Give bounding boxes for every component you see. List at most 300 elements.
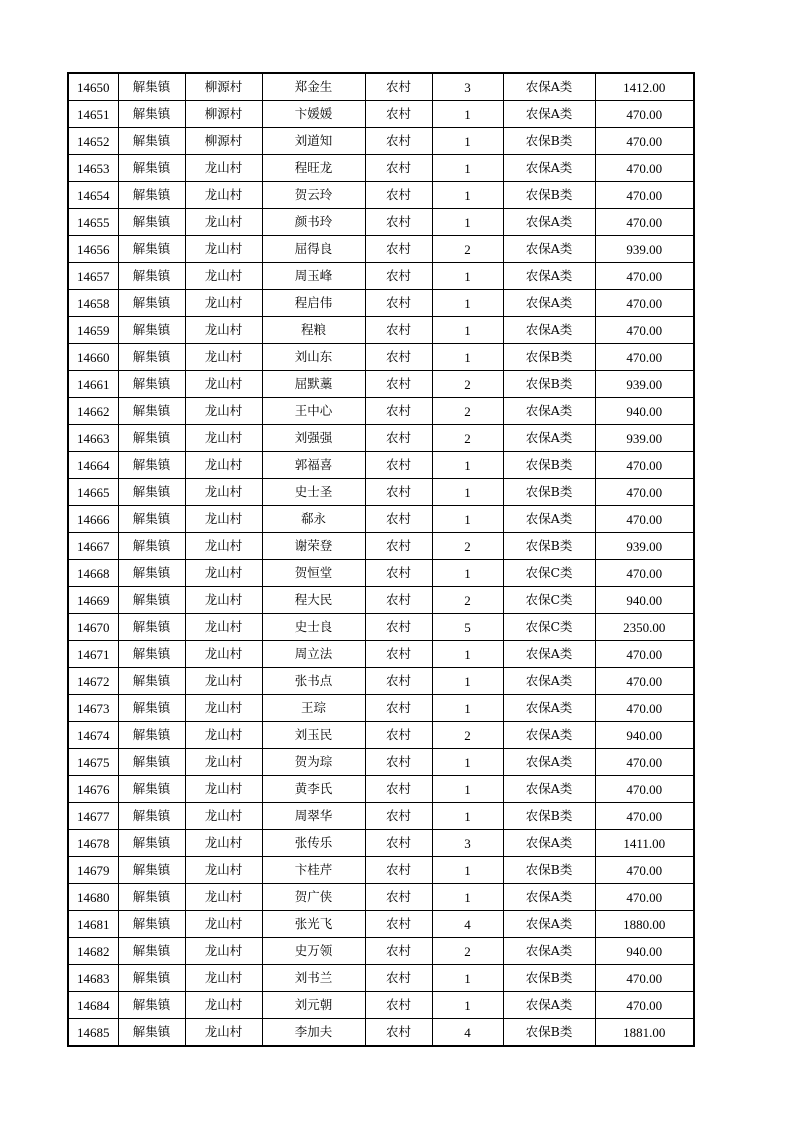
table-row xyxy=(68,749,694,776)
member-count-cell: 2 xyxy=(432,371,503,398)
residence-type-cell: 农村 xyxy=(365,587,432,614)
person-name-cell: 贺为琮 xyxy=(262,749,365,776)
person-name-cell: 王琮 xyxy=(262,695,365,722)
person-name-cell: 颜书玲 xyxy=(262,209,365,236)
village-cell: 龙山村 xyxy=(185,209,262,236)
insurance-category-cell: 农保A类 xyxy=(503,830,595,857)
town-cell: 解集镇 xyxy=(118,884,185,911)
person-name-cell: 谢荣登 xyxy=(262,533,365,560)
person-name-cell: 史士圣 xyxy=(262,479,365,506)
member-count-cell: 1 xyxy=(432,128,503,155)
table-row xyxy=(68,209,694,236)
member-count-cell: 5 xyxy=(432,614,503,641)
table-row xyxy=(68,884,694,911)
record-id-cell: 14666 xyxy=(68,506,118,533)
person-name-cell: 程粮 xyxy=(262,317,365,344)
person-name-cell: 程启伟 xyxy=(262,290,365,317)
table-row xyxy=(68,398,694,425)
table-row xyxy=(68,695,694,722)
member-count-cell: 1 xyxy=(432,749,503,776)
table-row xyxy=(68,803,694,830)
town-cell: 解集镇 xyxy=(118,614,185,641)
village-cell: 龙山村 xyxy=(185,1019,262,1047)
record-id-cell: 14659 xyxy=(68,317,118,344)
residence-type-cell: 农村 xyxy=(365,749,432,776)
amount-cell: 470.00 xyxy=(595,668,694,695)
person-name-cell: 刘强强 xyxy=(262,425,365,452)
table-row xyxy=(68,425,694,452)
person-name-cell: 贺广侠 xyxy=(262,884,365,911)
member-count-cell: 1 xyxy=(432,317,503,344)
table-row xyxy=(68,992,694,1019)
residence-type-cell: 农村 xyxy=(365,884,432,911)
member-count-cell: 2 xyxy=(432,425,503,452)
residence-type-cell: 农村 xyxy=(365,722,432,749)
table-row xyxy=(68,128,694,155)
record-id-cell: 14680 xyxy=(68,884,118,911)
person-name-cell: 程大民 xyxy=(262,587,365,614)
village-cell: 柳源村 xyxy=(185,101,262,128)
insurance-category-cell: 农保B类 xyxy=(503,803,595,830)
insurance-category-cell: 农保B类 xyxy=(503,965,595,992)
residence-type-cell: 农村 xyxy=(365,992,432,1019)
amount-cell: 470.00 xyxy=(595,803,694,830)
record-id-cell: 14670 xyxy=(68,614,118,641)
member-count-cell: 2 xyxy=(432,722,503,749)
residence-type-cell: 农村 xyxy=(365,1019,432,1047)
insurance-category-cell: 农保B类 xyxy=(503,371,595,398)
village-cell: 龙山村 xyxy=(185,830,262,857)
amount-cell: 939.00 xyxy=(595,425,694,452)
amount-cell: 940.00 xyxy=(595,587,694,614)
member-count-cell: 1 xyxy=(432,560,503,587)
insurance-category-cell: 农保A类 xyxy=(503,101,595,128)
table-row xyxy=(68,479,694,506)
record-id-cell: 14678 xyxy=(68,830,118,857)
insurance-category-cell: 农保B类 xyxy=(503,344,595,371)
table-row xyxy=(68,182,694,209)
village-cell: 龙山村 xyxy=(185,587,262,614)
record-id-cell: 14681 xyxy=(68,911,118,938)
residence-type-cell: 农村 xyxy=(365,830,432,857)
insurance-category-cell: 农保A类 xyxy=(503,749,595,776)
village-cell: 龙山村 xyxy=(185,614,262,641)
town-cell: 解集镇 xyxy=(118,911,185,938)
insurance-category-cell: 农保A类 xyxy=(503,884,595,911)
residence-type-cell: 农村 xyxy=(365,209,432,236)
member-count-cell: 3 xyxy=(432,830,503,857)
residence-type-cell: 农村 xyxy=(365,236,432,263)
person-name-cell: 郑金生 xyxy=(262,73,365,101)
amount-cell: 939.00 xyxy=(595,371,694,398)
table-row xyxy=(68,101,694,128)
insurance-category-cell: 农保A类 xyxy=(503,776,595,803)
amount-cell: 470.00 xyxy=(595,101,694,128)
insurance-category-cell: 农保A类 xyxy=(503,155,595,182)
insurance-category-cell: 农保A类 xyxy=(503,641,595,668)
amount-cell: 470.00 xyxy=(595,452,694,479)
member-count-cell: 1 xyxy=(432,668,503,695)
insurance-category-cell: 农保B类 xyxy=(503,533,595,560)
record-id-cell: 14682 xyxy=(68,938,118,965)
person-name-cell: 王中心 xyxy=(262,398,365,425)
town-cell: 解集镇 xyxy=(118,749,185,776)
amount-cell: 939.00 xyxy=(595,533,694,560)
residence-type-cell: 农村 xyxy=(365,938,432,965)
person-name-cell: 黄李氏 xyxy=(262,776,365,803)
table-row xyxy=(68,668,694,695)
insurance-category-cell: 农保A类 xyxy=(503,398,595,425)
table-row xyxy=(68,533,694,560)
town-cell: 解集镇 xyxy=(118,236,185,263)
person-name-cell: 郭福喜 xyxy=(262,452,365,479)
village-cell: 龙山村 xyxy=(185,938,262,965)
village-cell: 龙山村 xyxy=(185,560,262,587)
table-row xyxy=(68,641,694,668)
person-name-cell: 程旺龙 xyxy=(262,155,365,182)
person-name-cell: 贺恒堂 xyxy=(262,560,365,587)
town-cell: 解集镇 xyxy=(118,317,185,344)
residence-type-cell: 农村 xyxy=(365,560,432,587)
record-id-cell: 14658 xyxy=(68,290,118,317)
person-name-cell: 卞桂芹 xyxy=(262,857,365,884)
person-name-cell: 张传乐 xyxy=(262,830,365,857)
insurance-category-cell: 农保A类 xyxy=(503,236,595,263)
town-cell: 解集镇 xyxy=(118,965,185,992)
amount-cell: 940.00 xyxy=(595,398,694,425)
table-row xyxy=(68,73,694,101)
table-row xyxy=(68,236,694,263)
residence-type-cell: 农村 xyxy=(365,155,432,182)
amount-cell: 470.00 xyxy=(595,209,694,236)
amount-cell: 470.00 xyxy=(595,128,694,155)
record-id-cell: 14655 xyxy=(68,209,118,236)
person-name-cell: 周玉峰 xyxy=(262,263,365,290)
amount-cell: 940.00 xyxy=(595,938,694,965)
record-id-cell: 14664 xyxy=(68,452,118,479)
member-count-cell: 1 xyxy=(432,803,503,830)
record-id-cell: 14685 xyxy=(68,1019,118,1047)
insurance-category-cell: 农保B类 xyxy=(503,1019,595,1047)
record-id-cell: 14653 xyxy=(68,155,118,182)
insurance-category-cell: 农保C类 xyxy=(503,614,595,641)
village-cell: 龙山村 xyxy=(185,641,262,668)
town-cell: 解集镇 xyxy=(118,641,185,668)
residence-type-cell: 农村 xyxy=(365,911,432,938)
member-count-cell: 1 xyxy=(432,479,503,506)
insurance-category-cell: 农保A类 xyxy=(503,938,595,965)
residence-type-cell: 农村 xyxy=(365,479,432,506)
table-row xyxy=(68,452,694,479)
record-id-cell: 14654 xyxy=(68,182,118,209)
table-row xyxy=(68,506,694,533)
member-count-cell: 2 xyxy=(432,398,503,425)
record-id-cell: 14651 xyxy=(68,101,118,128)
amount-cell: 940.00 xyxy=(595,722,694,749)
village-cell: 龙山村 xyxy=(185,479,262,506)
residence-type-cell: 农村 xyxy=(365,371,432,398)
village-cell: 龙山村 xyxy=(185,992,262,1019)
table-row xyxy=(68,263,694,290)
town-cell: 解集镇 xyxy=(118,803,185,830)
person-name-cell: 史万领 xyxy=(262,938,365,965)
village-cell: 龙山村 xyxy=(185,749,262,776)
amount-cell: 470.00 xyxy=(595,560,694,587)
amount-cell: 939.00 xyxy=(595,236,694,263)
town-cell: 解集镇 xyxy=(118,722,185,749)
roster-body xyxy=(68,73,694,1046)
record-id-cell: 14663 xyxy=(68,425,118,452)
table-row xyxy=(68,587,694,614)
member-count-cell: 4 xyxy=(432,911,503,938)
member-count-cell: 1 xyxy=(432,290,503,317)
member-count-cell: 1 xyxy=(432,884,503,911)
roster-table xyxy=(67,72,695,1047)
town-cell: 解集镇 xyxy=(118,479,185,506)
town-cell: 解集镇 xyxy=(118,533,185,560)
member-count-cell: 1 xyxy=(432,155,503,182)
table-row xyxy=(68,614,694,641)
table-row xyxy=(68,830,694,857)
record-id-cell: 14668 xyxy=(68,560,118,587)
person-name-cell: 贺云玲 xyxy=(262,182,365,209)
insurance-category-cell: 农保B类 xyxy=(503,857,595,884)
table-row xyxy=(68,344,694,371)
member-count-cell: 1 xyxy=(432,344,503,371)
insurance-category-cell: 农保A类 xyxy=(503,695,595,722)
village-cell: 龙山村 xyxy=(185,965,262,992)
member-count-cell: 2 xyxy=(432,938,503,965)
insurance-category-cell: 农保A类 xyxy=(503,992,595,1019)
town-cell: 解集镇 xyxy=(118,1019,185,1047)
amount-cell: 470.00 xyxy=(595,695,694,722)
residence-type-cell: 农村 xyxy=(365,452,432,479)
record-id-cell: 14673 xyxy=(68,695,118,722)
town-cell: 解集镇 xyxy=(118,506,185,533)
residence-type-cell: 农村 xyxy=(365,857,432,884)
residence-type-cell: 农村 xyxy=(365,290,432,317)
member-count-cell: 1 xyxy=(432,857,503,884)
amount-cell: 470.00 xyxy=(595,749,694,776)
record-id-cell: 14675 xyxy=(68,749,118,776)
amount-cell: 470.00 xyxy=(595,263,694,290)
insurance-category-cell: 农保A类 xyxy=(503,317,595,344)
person-name-cell: 刘道知 xyxy=(262,128,365,155)
amount-cell: 470.00 xyxy=(595,857,694,884)
person-name-cell: 郗永 xyxy=(262,506,365,533)
residence-type-cell: 农村 xyxy=(365,317,432,344)
person-name-cell: 屈得良 xyxy=(262,236,365,263)
record-id-cell: 14674 xyxy=(68,722,118,749)
person-name-cell: 李加夫 xyxy=(262,1019,365,1047)
amount-cell: 470.00 xyxy=(595,992,694,1019)
village-cell: 龙山村 xyxy=(185,290,262,317)
residence-type-cell: 农村 xyxy=(365,803,432,830)
member-count-cell: 1 xyxy=(432,182,503,209)
insurance-category-cell: 农保B类 xyxy=(503,452,595,479)
town-cell: 解集镇 xyxy=(118,452,185,479)
village-cell: 龙山村 xyxy=(185,911,262,938)
record-id-cell: 14657 xyxy=(68,263,118,290)
village-cell: 龙山村 xyxy=(185,506,262,533)
village-cell: 龙山村 xyxy=(185,776,262,803)
person-name-cell: 刘玉民 xyxy=(262,722,365,749)
residence-type-cell: 农村 xyxy=(365,425,432,452)
member-count-cell: 4 xyxy=(432,1019,503,1047)
amount-cell: 2350.00 xyxy=(595,614,694,641)
table-row xyxy=(68,155,694,182)
village-cell: 龙山村 xyxy=(185,722,262,749)
member-count-cell: 1 xyxy=(432,263,503,290)
amount-cell: 470.00 xyxy=(595,344,694,371)
record-id-cell: 14669 xyxy=(68,587,118,614)
village-cell: 龙山村 xyxy=(185,263,262,290)
record-id-cell: 14679 xyxy=(68,857,118,884)
table-row xyxy=(68,1019,694,1047)
residence-type-cell: 农村 xyxy=(365,506,432,533)
person-name-cell: 张光飞 xyxy=(262,911,365,938)
town-cell: 解集镇 xyxy=(118,560,185,587)
table-row xyxy=(68,857,694,884)
town-cell: 解集镇 xyxy=(118,938,185,965)
member-count-cell: 2 xyxy=(432,533,503,560)
residence-type-cell: 农村 xyxy=(365,965,432,992)
residence-type-cell: 农村 xyxy=(365,614,432,641)
table-row xyxy=(68,560,694,587)
amount-cell: 470.00 xyxy=(595,290,694,317)
town-cell: 解集镇 xyxy=(118,857,185,884)
member-count-cell: 1 xyxy=(432,452,503,479)
person-name-cell: 刘书兰 xyxy=(262,965,365,992)
residence-type-cell: 农村 xyxy=(365,776,432,803)
record-id-cell: 14683 xyxy=(68,965,118,992)
record-id-cell: 14665 xyxy=(68,479,118,506)
amount-cell: 470.00 xyxy=(595,479,694,506)
record-id-cell: 14672 xyxy=(68,668,118,695)
member-count-cell: 2 xyxy=(432,236,503,263)
record-id-cell: 14676 xyxy=(68,776,118,803)
town-cell: 解集镇 xyxy=(118,776,185,803)
amount-cell: 470.00 xyxy=(595,317,694,344)
village-cell: 龙山村 xyxy=(185,236,262,263)
record-id-cell: 14650 xyxy=(68,73,118,101)
amount-cell: 470.00 xyxy=(595,506,694,533)
amount-cell: 470.00 xyxy=(595,965,694,992)
town-cell: 解集镇 xyxy=(118,73,185,101)
table-row xyxy=(68,776,694,803)
record-id-cell: 14677 xyxy=(68,803,118,830)
person-name-cell: 刘山东 xyxy=(262,344,365,371)
member-count-cell: 1 xyxy=(432,965,503,992)
person-name-cell: 周翠华 xyxy=(262,803,365,830)
village-cell: 龙山村 xyxy=(185,533,262,560)
record-id-cell: 14662 xyxy=(68,398,118,425)
member-count-cell: 1 xyxy=(432,641,503,668)
insurance-category-cell: 农保A类 xyxy=(503,290,595,317)
table-row xyxy=(68,938,694,965)
town-cell: 解集镇 xyxy=(118,695,185,722)
village-cell: 龙山村 xyxy=(185,371,262,398)
insurance-category-cell: 农保B类 xyxy=(503,182,595,209)
town-cell: 解集镇 xyxy=(118,425,185,452)
town-cell: 解集镇 xyxy=(118,992,185,1019)
record-id-cell: 14671 xyxy=(68,641,118,668)
village-cell: 龙山村 xyxy=(185,155,262,182)
amount-cell: 1412.00 xyxy=(595,73,694,101)
record-id-cell: 14652 xyxy=(68,128,118,155)
member-count-cell: 1 xyxy=(432,101,503,128)
town-cell: 解集镇 xyxy=(118,830,185,857)
amount-cell: 470.00 xyxy=(595,641,694,668)
record-id-cell: 14684 xyxy=(68,992,118,1019)
residence-type-cell: 农村 xyxy=(365,695,432,722)
village-cell: 柳源村 xyxy=(185,73,262,101)
insurance-category-cell: 农保A类 xyxy=(503,506,595,533)
town-cell: 解集镇 xyxy=(118,290,185,317)
insurance-category-cell: 农保A类 xyxy=(503,668,595,695)
table-row xyxy=(68,317,694,344)
town-cell: 解集镇 xyxy=(118,398,185,425)
town-cell: 解集镇 xyxy=(118,668,185,695)
residence-type-cell: 农村 xyxy=(365,398,432,425)
village-cell: 龙山村 xyxy=(185,425,262,452)
town-cell: 解集镇 xyxy=(118,371,185,398)
record-id-cell: 14661 xyxy=(68,371,118,398)
amount-cell: 470.00 xyxy=(595,155,694,182)
person-name-cell: 史士良 xyxy=(262,614,365,641)
member-count-cell: 3 xyxy=(432,73,503,101)
town-cell: 解集镇 xyxy=(118,128,185,155)
insurance-category-cell: 农保A类 xyxy=(503,911,595,938)
village-cell: 龙山村 xyxy=(185,803,262,830)
record-id-cell: 14656 xyxy=(68,236,118,263)
person-name-cell: 屈默藁 xyxy=(262,371,365,398)
insurance-category-cell: 农保B类 xyxy=(503,128,595,155)
table-row xyxy=(68,290,694,317)
town-cell: 解集镇 xyxy=(118,209,185,236)
residence-type-cell: 农村 xyxy=(365,668,432,695)
village-cell: 龙山村 xyxy=(185,668,262,695)
town-cell: 解集镇 xyxy=(118,182,185,209)
village-cell: 柳源村 xyxy=(185,128,262,155)
village-cell: 龙山村 xyxy=(185,452,262,479)
record-id-cell: 14667 xyxy=(68,533,118,560)
person-name-cell: 周立法 xyxy=(262,641,365,668)
insurance-category-cell: 农保A类 xyxy=(503,73,595,101)
village-cell: 龙山村 xyxy=(185,398,262,425)
insurance-category-cell: 农保A类 xyxy=(503,722,595,749)
amount-cell: 470.00 xyxy=(595,884,694,911)
table-row xyxy=(68,911,694,938)
residence-type-cell: 农村 xyxy=(365,182,432,209)
village-cell: 龙山村 xyxy=(185,344,262,371)
member-count-cell: 1 xyxy=(432,776,503,803)
person-name-cell: 刘元朝 xyxy=(262,992,365,1019)
insurance-category-cell: 农保A类 xyxy=(503,263,595,290)
member-count-cell: 2 xyxy=(432,587,503,614)
member-count-cell: 1 xyxy=(432,209,503,236)
insurance-category-cell: 农保C类 xyxy=(503,587,595,614)
table-row xyxy=(68,965,694,992)
town-cell: 解集镇 xyxy=(118,344,185,371)
residence-type-cell: 农村 xyxy=(365,101,432,128)
town-cell: 解集镇 xyxy=(118,155,185,182)
town-cell: 解集镇 xyxy=(118,101,185,128)
residence-type-cell: 农村 xyxy=(365,533,432,560)
insurance-category-cell: 农保C类 xyxy=(503,560,595,587)
amount-cell: 1880.00 xyxy=(595,911,694,938)
table-row xyxy=(68,371,694,398)
